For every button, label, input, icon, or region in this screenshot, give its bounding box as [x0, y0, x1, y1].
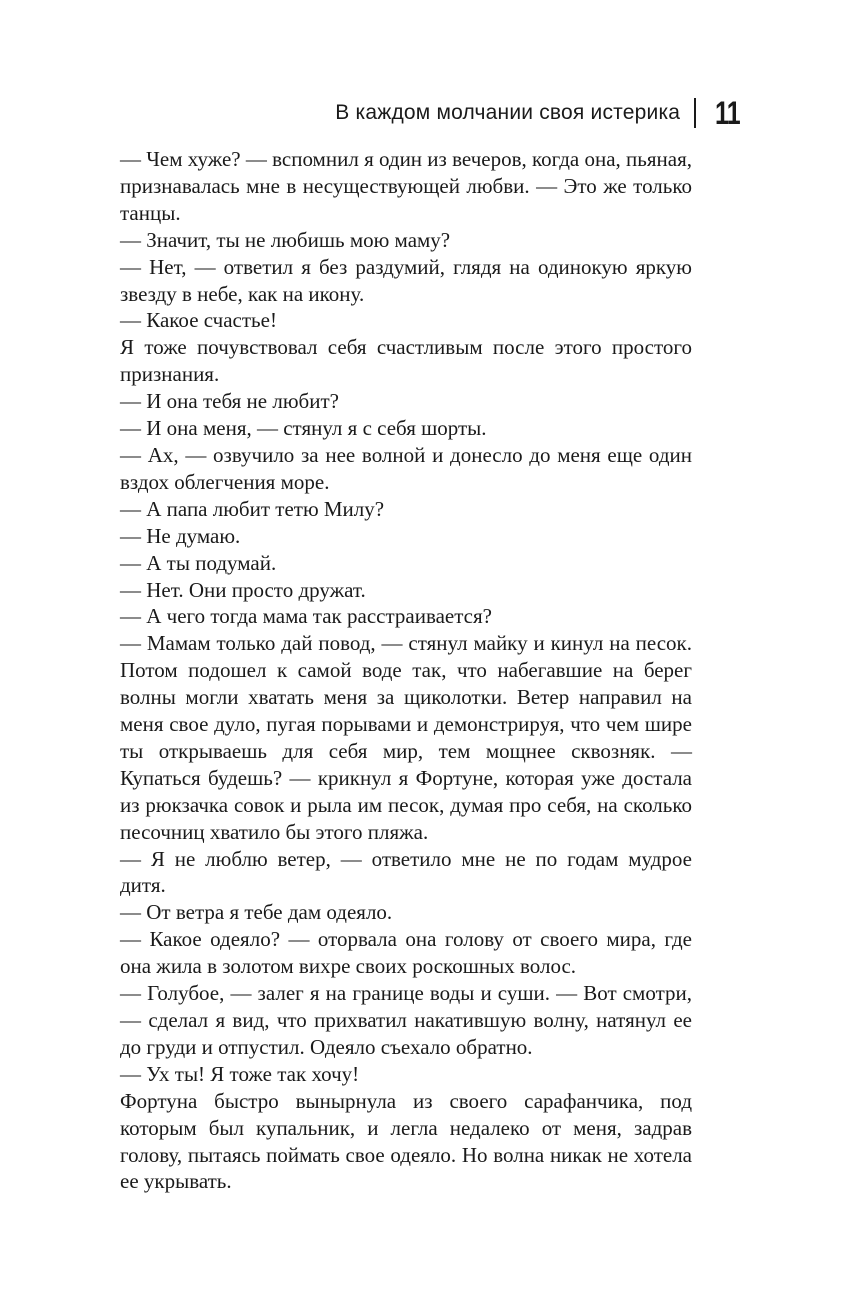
running-head — [120, 93, 740, 133]
paragraph-5: Я тоже почувствовал себя счастливым после этого простого признания. — [120, 335, 692, 387]
paragraph-16: — От ветра я тебе дам одеяло. — [120, 900, 393, 925]
body-text — [120, 146, 692, 1195]
paragraph-15: — Я не люблю ветер, — ответило мне не по годам мудрое дитя. — [120, 846, 692, 898]
paragraph-12: — Нет. Они просто дружат. — [120, 577, 366, 602]
paragraph-10: — Не думаю. — [120, 523, 241, 548]
header-divider — [694, 98, 696, 128]
paragraph-18: — Голубое, — залег я на границе воды и суши. — Вот смотри, — сделал я вид, что прихватил накатившую волну, натянул ее до груди и отпустил. Одеяло съехало обратно. — [120, 981, 692, 1059]
paragraph-3: — Нет, — ответил я без раздумий, глядя на одинокую яркую звезду в небе, как на икону. — [120, 254, 692, 306]
page-number: 11 — [715, 94, 740, 131]
paragraph-1: — Чем хуже? — вспомнил я один из вечеров, когда она, пьяная, признавалась мне в несуществующей любви. — Это же только танцы. — [120, 147, 692, 225]
paragraph-4: — Какое счастье! — [120, 308, 277, 333]
running-title: В каждом молчании своя истерика — [335, 101, 681, 124]
paragraph-8: — Ах, — озвучило за нее волной и донесло до меня еще один вздох облегчения море. — [120, 442, 692, 494]
paragraph-17: — Какое одеяло? — оторвала она голову от своего мира, где она жила в золотом вихре своих роскошных волос. — [120, 927, 692, 979]
paragraph-11: — А ты подумай. — [120, 550, 277, 575]
paragraph-6: — И она тебя не любит? — [120, 389, 339, 414]
paragraph-2: — Значит, ты не любишь мою маму? — [120, 227, 451, 252]
paragraph-9: — А папа любит тетю Милу? — [120, 496, 385, 521]
paragraph-7: — И она меня, — стянул я с себя шорты. — [120, 416, 487, 441]
paragraph-20: Фортуна быстро вынырнула из своего сарафанчика, под которым был купальник, и легла недалеко от меня, задрав голову, пытаясь поймать свое одеяло. Но волна никак не хотела ее укрывать. — [120, 1088, 692, 1194]
paragraph-14: — Мамам только дай повод, — стянул майку и кинул на песок. Потом подошел к самой воде так, что набегавшие на берег волны могли хватать меня за щиколотки. Ветер направил на меня свое дуло, пугая порывами и демонстрируя, что чем шире ты открываешь для себя мир, тем мощнее сквозняк. — Купаться будешь? — крикнул я Фортуне, которая уже достала из рюкзачка совок и рыла им песок, думая про себя, на сколько песочниц хватило бы этого пляжа. — [120, 631, 692, 844]
paragraph-13: — А чего тогда мама так расстраивается? — [120, 604, 492, 629]
paragraph-19: — Ух ты! Я тоже так хочу! — [120, 1061, 360, 1086]
